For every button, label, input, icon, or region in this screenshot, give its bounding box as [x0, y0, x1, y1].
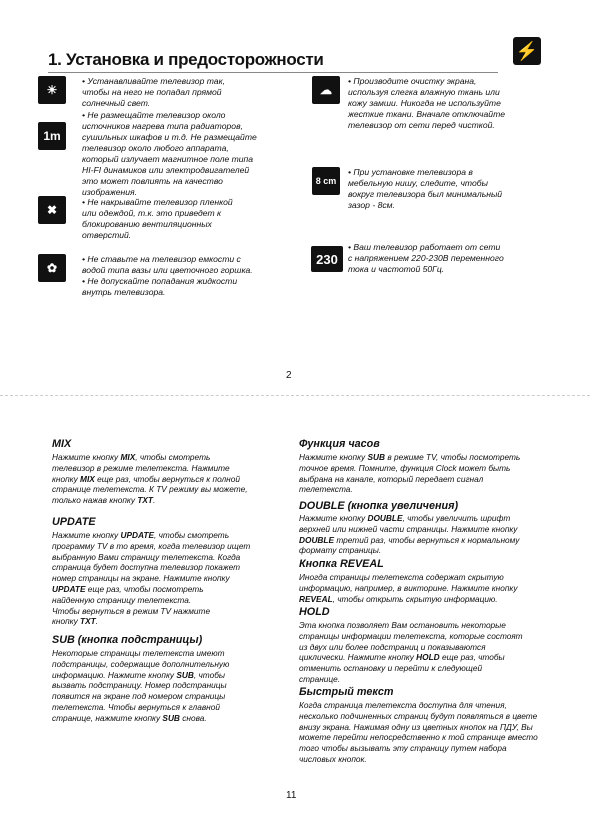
body-fastext	[299, 700, 538, 765]
note-no-liquid: • Не ставьте на телевизор емкости с водой типа вазы или цветочного горшка. • Не допускайте попадания жидкости внутрь телевизора.	[82, 254, 253, 297]
sun-direction-icon: ☀	[38, 76, 66, 104]
no-liquid-icon: ✿	[38, 254, 66, 282]
title-underline	[48, 72, 498, 73]
body-text: еще раз, чтобы отменить остановку и перейти к следующей странице.	[299, 652, 505, 684]
distance-1m-icon: 1m	[38, 122, 66, 150]
body-text: еще раз, чтобы вернуться к полной странице телетекста. К TV режиму вы можете, только нажав кнопку	[52, 473, 248, 506]
key-name: DOUBLE	[367, 513, 403, 523]
body-reveal	[299, 572, 517, 604]
key-name: HOLD	[416, 652, 440, 663]
body-text: Нажмите кнопку	[52, 452, 121, 462]
key-name: SUB	[367, 452, 386, 462]
heading-clock: Функция часов	[299, 438, 380, 450]
heading-update: UPDATE	[52, 516, 96, 528]
body-text: Некоторые страницы телетекста имеют подстраницы, содержащие дополнительную информацию. Нажмите кнопку	[52, 648, 230, 680]
body-text: снова.	[179, 712, 207, 723]
key-name: SUB	[162, 712, 180, 723]
body-text: Эта кнопка позволяет Вам остановить некоторые страницы информации телетекста, которые состоят из двух или более подстраниц и показываются циклически. Нажмите кнопку	[299, 620, 523, 663]
body-sub	[52, 648, 229, 724]
note-ventilation-gap: • При установке телевизора в мебельную нишу, следите, чтобы вокруг телевизора был минимальный зазор - 8см.	[348, 167, 503, 210]
key-name: MIX	[80, 473, 95, 484]
body-text: Нажмите кнопку	[299, 452, 368, 462]
cleaning-cloth-icon: ☁	[312, 76, 340, 104]
page-number: 11	[286, 790, 297, 801]
body-text: , чтобы увеличить шрифт верхней или нижней части страницы. Нажмите кнопку	[299, 513, 518, 534]
body-text: , чтобы смотреть программу TV в то время, когда телевизор ищет выбранную Вами страницу телетекста. Когда страница будет доступна телевизор покажет номер страницы на экране. Нажмите кнопку	[52, 530, 251, 584]
note-voltage: • Ваш телевизор работает от сети с напряжением 220-230В переменного тока и частотой 50Гц.	[348, 242, 504, 274]
body-text: , чтобы открыть скрытую информацию.	[332, 593, 498, 604]
heading-reveal: Кнопка REVEAL	[299, 558, 384, 570]
body-text: Нажмите кнопку	[52, 530, 121, 540]
heading-double: DOUBLE (кнопка увеличения)	[299, 500, 459, 512]
body-text: , чтобы вызвать подстраницу. Номер подстраницы появится на экране под номером страницы телетекста. Чтобы вернуться к главной странице, нажмите кнопку	[52, 669, 227, 723]
key-name: SUB	[176, 669, 194, 680]
key-name: UPDATE	[120, 530, 154, 540]
body-clock	[299, 452, 520, 495]
body-double	[299, 513, 519, 556]
body-update	[52, 530, 250, 627]
body-text: Когда страница телетекста доступна для чтения, несколько подчиненных страниц будут появляться в цвете внизу экрана. Нажимая одну из цветных кнопок на ПДУ, Вы можете перейти непосредственно к той странице вместо того чтобы вызывать эту страницу путем набора числовых кнопок.	[299, 700, 538, 764]
note-heat-sources: • Не размещайте телевизор около источников нагрева типа радиаторов, сушильных шкафов и т.д. Не размещайте телевизор около любого аппарата, который излучает магнитное поле типа HI-FI динамиков или электродвигателей это может повлиять на качество изображения.	[82, 110, 257, 197]
note-sunlight: • Устанавливайте телевизор так, чтобы на него не попадал прямой солнечный свет.	[82, 76, 226, 108]
lightning-bolt-icon: ⚡	[513, 37, 541, 65]
page-divider	[0, 395, 590, 397]
body-hold	[299, 620, 523, 685]
no-cover-icon: ✖	[38, 196, 66, 224]
key-name: REVEAL	[299, 593, 333, 604]
page-number: 2	[286, 370, 292, 381]
note-cleaning: • Производите очистку экрана, используя слегка влажную ткань или кожу замши. Никогда не используйте жесткие ткани. Вначале отключайте телевизор от сети перед чисткой.	[348, 76, 506, 130]
key-name: DOUBLE	[299, 534, 335, 545]
body-text: Нажмите кнопку	[299, 513, 368, 523]
key-name: TXT	[137, 495, 153, 506]
body-mix	[52, 452, 248, 506]
body-text: третий раз, чтобы вернуться к нормальному формату страницы.	[299, 534, 520, 556]
heading-sub: SUB (кнопка подстраницы)	[52, 634, 203, 646]
key-name: TXT	[80, 616, 96, 627]
body-text: , чтобы смотреть телевизор в режиме телетекста. Нажмите кнопку	[52, 452, 230, 484]
heading-fastext: Быстрый текст	[299, 686, 394, 698]
voltage-icon: 230	[311, 246, 343, 272]
body-text: еще раз, чтобы посмотреть найденную страницу телетекста. Чтобы вернуться в режим TV нажмите кнопку	[52, 583, 211, 627]
body-text: в режиме TV, чтобы посмотреть точное время. Помните, функция Clock может быть выбрана на канале, который передает сигнал телетекста.	[299, 452, 521, 495]
key-name: MIX	[120, 452, 136, 462]
note-no-cover: • Не накрывайте телевизор пленкой или одеждой, т.к. это приведет к блокированию вентиляционных отверстий.	[82, 197, 233, 240]
body-text: Иногда страницы телетекста содержат скрытую информацию, например, в викторине. Нажмите кнопку	[299, 572, 518, 593]
body-text: .	[95, 616, 99, 627]
heading-mix: MIX	[52, 438, 72, 450]
key-name: UPDATE	[52, 583, 86, 594]
heading-hold: HOLD	[299, 606, 330, 618]
body-text: .	[152, 495, 156, 506]
page-title: 1. Установка и предосторожности	[48, 50, 324, 69]
ventilation-gap-icon: 8 cm	[312, 167, 340, 195]
